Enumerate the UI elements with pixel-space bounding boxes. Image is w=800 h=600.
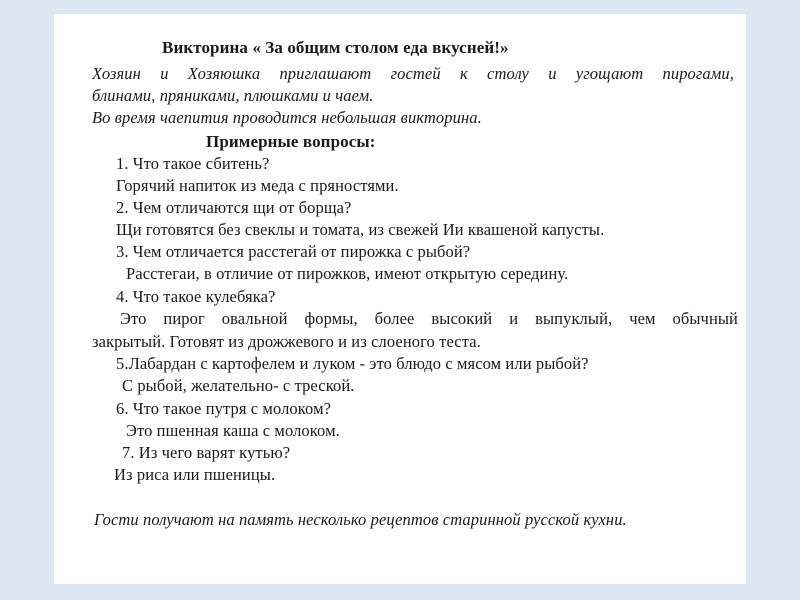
question-3: 3. Чем отличается расстегай от пирожка с рыбой? <box>116 242 471 261</box>
question-2: 2. Чем отличаются щи от борща? <box>116 198 352 217</box>
questions-heading: Примерные вопросы: <box>206 132 376 151</box>
answer-7: Из риса или пшеницы. <box>114 465 276 484</box>
scanned-page <box>54 14 746 584</box>
answer-2: Щи готовятся без свеклы и томата, из свежей Ии квашеной капусты. <box>116 220 605 239</box>
answer-3: Расстегаи, в отличие от пирожков, имеют открытую середину. <box>126 264 569 283</box>
answer-4-line-2: закрытый. Готовят из дрожжевого и из слоеного теста. <box>92 332 481 351</box>
question-6: 6. Что такое путря с молоком? <box>116 399 332 418</box>
intro-line-1: Хозяин и Хозяюшка приглашают гостей к столу и угощают пирогами, <box>92 64 734 83</box>
question-4: 4. Что такое кулебяка? <box>116 287 276 306</box>
document-title: Викторина « За общим столом еда вкусней!» <box>162 38 509 57</box>
answer-1: Горячий напиток из меда с пряностями. <box>116 176 399 195</box>
question-1: 1. Что такое сбитень? <box>116 154 270 173</box>
answer-4-line-1: Это пирог овальной формы, более высокий и выпуклый, чем обычный <box>120 309 738 328</box>
question-7: 7. Из чего варят кутью? <box>122 443 291 462</box>
closing-note: Гости получают на память несколько рецептов старинной русской кухни. <box>94 510 627 529</box>
answer-6: Это пшенная каша с молоком. <box>126 421 340 440</box>
intro-line-3: Во время чаепития проводится небольшая викторина. <box>92 108 482 127</box>
intro-line-2: блинами, пряниками, плюшками и чаем. <box>92 86 374 105</box>
answer-5: С рыбой, желательно- с треской. <box>122 376 355 395</box>
question-5: 5.Лабардан с картофелем и луком - это блюдо с мясом или рыбой? <box>116 354 589 373</box>
